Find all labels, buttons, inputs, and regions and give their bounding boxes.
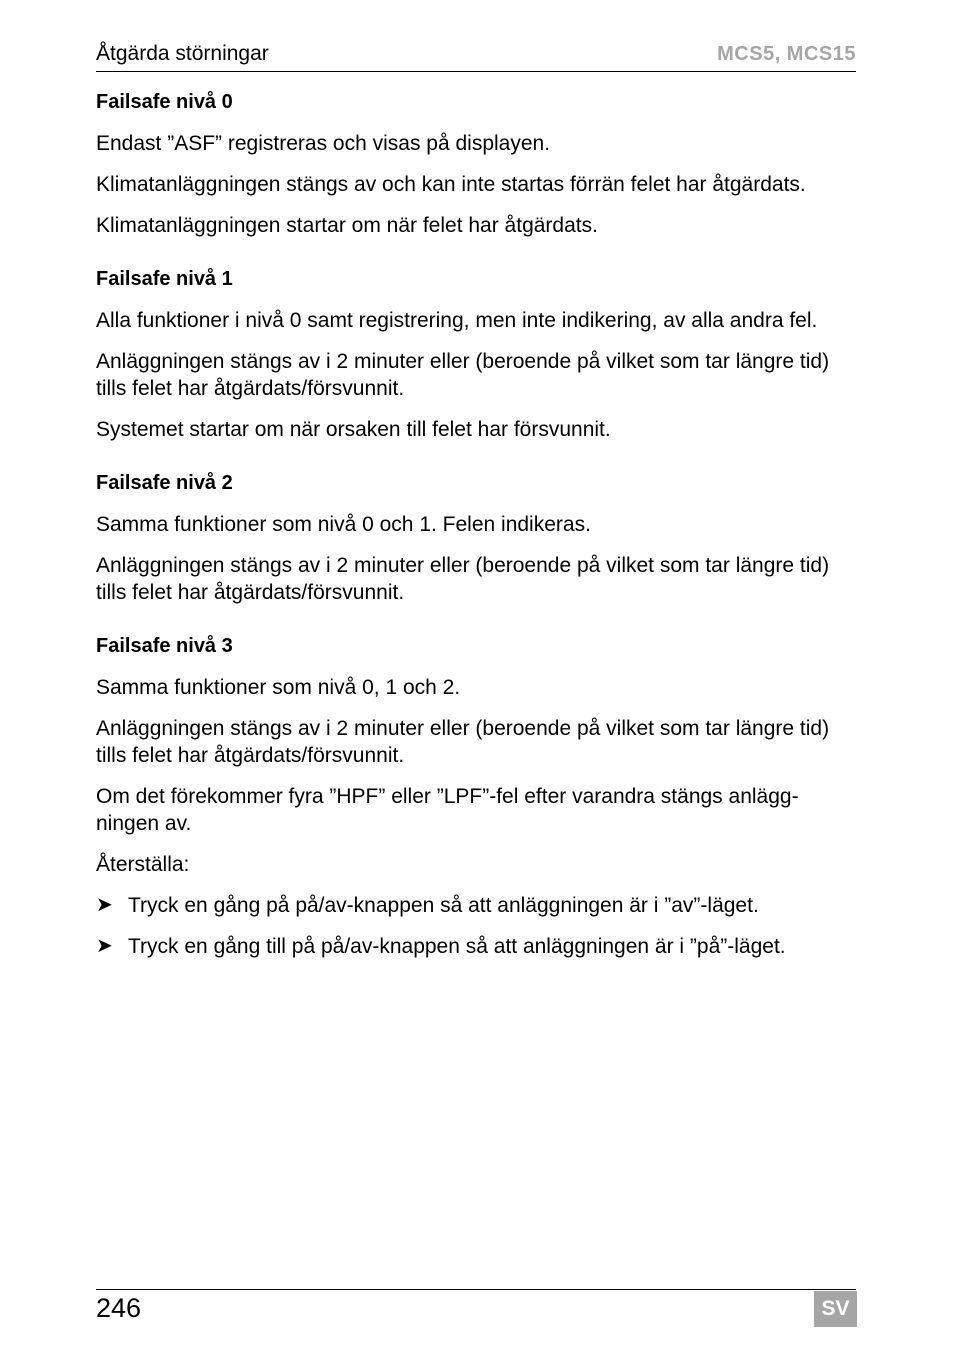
footer-divider <box>96 1289 856 1290</box>
step-text: Tryck en gång till på på/av-knappen så att anläggningen är i ”på”-läget. <box>128 935 786 958</box>
section-failsafe-3 <box>96 633 858 960</box>
header-divider <box>96 71 856 72</box>
paragraph: Samma funktioner som nivå 0, 1 och 2. <box>96 676 461 699</box>
paragraph: Alla funktioner i nivå 0 samt registrering, men inte indikering, av alla andra fel. <box>96 309 818 332</box>
paragraph: Systemet startar om när orsaken till felet har försvunnit. <box>96 418 611 441</box>
paragraph: Anläggningen stängs av i 2 minuter eller (beroende på vilket som tar längre tid) tills felet har åtgärdats/försvunnit. <box>96 350 830 400</box>
section-heading: Failsafe nivå 0 <box>96 91 233 113</box>
running-header-model: MCS5, MCS15 <box>717 43 856 65</box>
arrow-right-icon: ➤ <box>96 935 113 957</box>
language-badge: SV <box>814 1291 857 1327</box>
section-failsafe-2 <box>96 470 858 606</box>
step-item <box>96 933 858 960</box>
paragraph: Samma funktioner som nivå 0 och 1. Felen indikeras. <box>96 513 591 536</box>
paragraph: Återställa: <box>96 853 190 876</box>
paragraph: Om det förekommer fyra ”HPF” eller ”LPF”-fel efter varandra stängs anlägg-ningen av. <box>96 785 799 835</box>
paragraph: Anläggningen stängs av i 2 minuter eller (beroende på vilket som tar längre tid) tills felet har åtgärdats/försvunnit. <box>96 717 830 767</box>
paragraph: Anläggningen stängs av i 2 minuter eller (beroende på vilket som tar längre tid) tills felet har åtgärdats/försvunnit. <box>96 554 830 604</box>
paragraph: Endast ”ASF” registreras och visas på displayen. <box>96 132 551 155</box>
running-header-title: Åtgärda störningar <box>96 42 269 65</box>
section-heading: Failsafe nivå 1 <box>96 268 233 290</box>
step-item <box>96 892 858 919</box>
section-heading: Failsafe nivå 2 <box>96 472 233 494</box>
page-body <box>96 89 858 960</box>
paragraph: Klimatanläggningen startar om när felet har åtgärdats. <box>96 214 598 237</box>
page-number: 246 <box>96 1293 142 1323</box>
paragraph: Klimatanläggningen stängs av och kan inte startas förrän felet har åtgärdats. <box>96 173 806 196</box>
step-text: Tryck en gång på på/av-knappen så att anläggningen är i ”av”-läget. <box>128 894 759 917</box>
section-heading: Failsafe nivå 3 <box>96 635 233 657</box>
arrow-right-icon: ➤ <box>96 894 113 916</box>
section-failsafe-0 <box>96 89 858 239</box>
section-failsafe-1 <box>96 266 858 443</box>
